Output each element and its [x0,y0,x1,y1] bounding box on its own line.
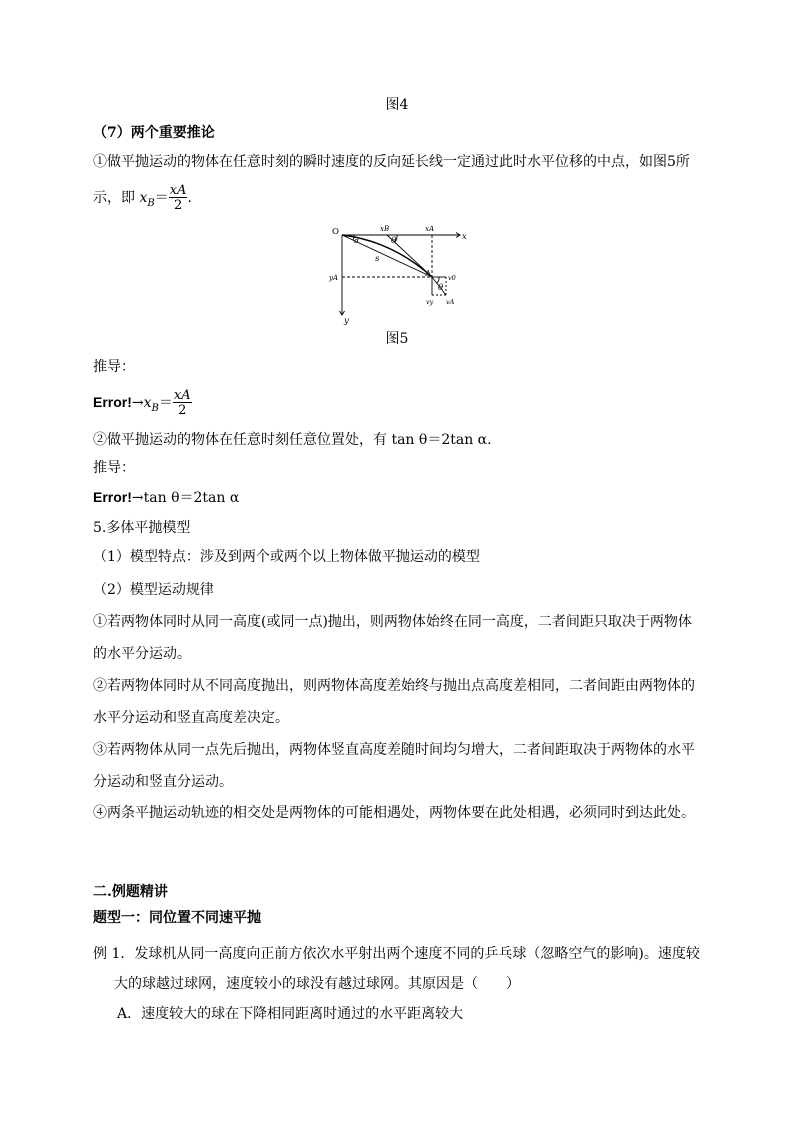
part-2-title: 二.例题精讲 [93,884,168,900]
inference-2: ②做平抛运动的物体在任意时刻任意位置处，有 tan θ＝2tan α. [93,432,492,448]
vy-label: vy [426,298,434,306]
figure-5-caption: 图5 [385,331,409,347]
figure-5-diagram [322,223,472,328]
rule-1-line-1: ①若两物体同时从同一高度(或同一点)抛出，则两物体始终在同一高度，二者间距只取决于两物体 [93,614,692,630]
theta-top-label: θ [391,236,397,246]
example-1-line-2: 大的球越过球网，速度较小的球没有越过球网。其原因是（ ） [114,976,520,992]
derivation-1-fraction-denominator: 2 [178,403,187,418]
rule-2-line-1: ②若两物体同时从不同高度抛出，则两物体高度差始终与抛出点高度差相同，二者间距由两物体的 [93,678,695,694]
derivation-2-line [93,487,239,508]
example-1-option-a: A．速度较大的球在下降相同距离时通过的水平距离较大 [117,1006,464,1022]
inference-1-fraction [169,184,188,212]
xa-label: xA [425,225,435,233]
derivation-1-label: 推导： [93,359,135,375]
rule-2-line-2: 水平分运动和竖直高度差决定。 [93,710,289,726]
x-axis-label: x [462,232,467,242]
section-5-title: 5.多体平抛模型 [93,520,191,536]
section-5-point-2: （2）模型运动规律 [93,582,214,598]
y-axis-label: y [344,316,349,326]
derivation-1-line [93,387,192,424]
derivation-2-error: Error! [93,489,132,505]
derivation-2-tail: →tan θ＝2tan α [131,490,240,506]
derivation-1-fraction [173,389,192,417]
alpha-label: α [354,236,360,245]
derivation-1-arrow: → [131,395,144,411]
type-1-title: 题型一：同位置不同速平抛 [93,910,261,926]
inference-1-xb: x [139,190,148,206]
section-7-title: （7）两个重要推论 [93,125,215,141]
derivation-1-xb: x [143,395,152,411]
derivation-1-equals: ＝ [158,395,173,411]
rule-1-line-2: 的水平分运动。 [93,646,191,662]
example-1-line-1: 例 1．发球机从同一高度向正前方依次水平射出两个速度不同的乒乓球（忽略空气的影响)。速度较 [93,946,700,962]
section-5-point-1: （1）模型特点：涉及到两个或两个以上物体做平抛运动的模型 [93,549,480,565]
inference-1-equals: ＝ [154,190,169,206]
inference-1-fraction-numerator: xA [169,183,187,198]
inference-1-line-1: ①做平抛运动的物体在任意时刻的瞬时速度的反向延长线一定通过此时水平位移的中点，如图5所 [93,154,690,170]
inference-1-line-2 [93,184,192,218]
inference-1-xb-sub: B [147,197,155,209]
point-a-label: A [425,269,432,279]
ya-label: yA [329,274,339,282]
derivation-1-error: Error! [93,394,132,410]
derivation-1-xb-sub: B [151,402,159,414]
rule-3-line-2: 分运动和竖直分运动。 [93,774,233,790]
figure-4-caption: 图4 [385,97,409,113]
inference-1-period: . [187,190,192,206]
s-label: s [375,254,380,264]
v0-label: v0 [448,274,456,282]
origin-label: O [332,227,339,237]
rule-3-line-1: ③若两物体从同一点先后抛出，两物体竖直高度差随时间均匀增大，二者间距取决于两物体的水平 [93,742,695,758]
theta-bottom-label: θ [438,283,444,293]
derivation-1-fraction-numerator: xA [173,388,191,403]
inference-1-fraction-denominator: 2 [173,198,183,213]
xb-label: xB [380,225,390,233]
derivation-2-label: 推导： [93,460,135,476]
inference-1-prefix: 示，即 [93,190,140,206]
va-label: vA [446,298,455,306]
rule-4: ④两条平抛运动轨迹的相交处是两物体的可能相遇处，两物体要在此处相遇，必须同时到达此处。 [93,805,695,821]
